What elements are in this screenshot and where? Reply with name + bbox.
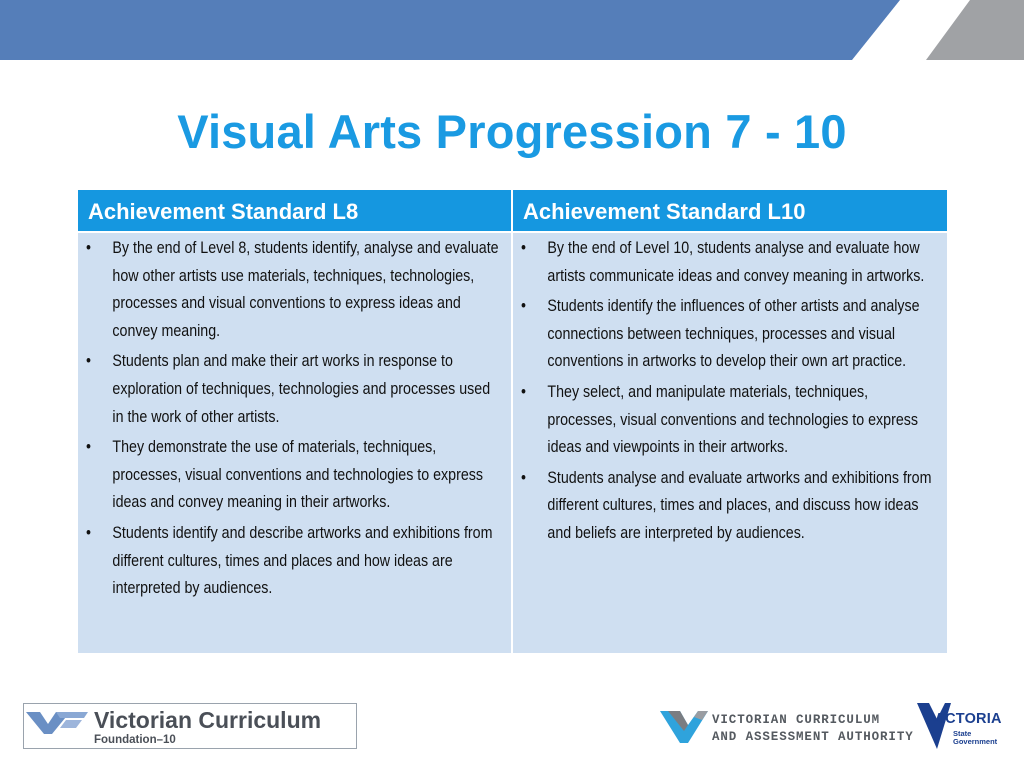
bullet-text: Students identify and describe artworks and exhibitions from different cultures, times and places and how ideas are interpreted by audiences.	[112, 523, 493, 598]
vic-logo-sub-government: Government	[953, 737, 998, 746]
bullet-icon: •	[86, 523, 91, 542]
vcaa-logo-line2: AND ASSESSMENT AUTHORITY	[712, 730, 914, 744]
vcaa-logo-line1: VICTORIAN CURRICULUM	[712, 713, 881, 727]
bullet-text: They demonstrate the use of materials, techniques, processes, visual conventions and technologies to express ideas and convey meaning in their artworks.	[112, 438, 483, 512]
banner-grey-band	[926, 0, 1024, 60]
vic-logo-word: VICTORIA	[931, 711, 1002, 727]
bullet-icon: •	[521, 297, 526, 316]
list-item	[521, 293, 937, 376]
list-item	[86, 434, 501, 517]
list-item	[86, 520, 501, 603]
list-item	[521, 235, 937, 290]
column-body	[78, 233, 511, 653]
bullet-text: By the end of Level 8, students identify, analyse and evaluate how other artists use materials, techniques, technologies, processes and visual conventions to express ideas and convey meaning.	[112, 239, 499, 340]
vc-chevron-icon	[26, 710, 90, 736]
bullet-icon: •	[521, 468, 526, 487]
vcaa-logo	[658, 703, 914, 747]
bullet-icon: •	[86, 239, 91, 257]
vc-logo-name: Victorian Curriculum	[94, 707, 322, 733]
page-title: Visual Arts Progression 7 - 10	[177, 105, 847, 158]
bullet-icon: •	[86, 352, 91, 371]
bullet-text: Students analyse and evaluate artworks and exhibitions from different cultures, times and places, and discuss how ideas and beliefs are interpreted by audiences.	[547, 468, 932, 542]
vcaa-v-icon	[658, 703, 712, 747]
column-level-8	[78, 190, 511, 653]
vic-logo-sub-state: State	[953, 729, 972, 738]
bullet-icon: •	[86, 438, 91, 457]
vc-logo-subtitle: Foundation–10	[94, 734, 176, 746]
list-item	[521, 379, 937, 462]
victorian-curriculum-logo	[23, 703, 357, 749]
vic-logo-subtitle	[953, 730, 997, 746]
achievement-standards-table	[78, 190, 947, 653]
bullet-text: By the end of Level 10, students analyse and evaluate how artists communicate ideas and convey meaning in artworks.	[547, 239, 925, 285]
bullet-list	[86, 235, 501, 603]
top-banner	[0, 0, 1024, 62]
victoria-government-logo	[917, 701, 1007, 751]
list-item	[521, 465, 937, 548]
bullet-text: They select, and manipulate materials, techniques, processes, visual conventions and technologies to express ideas and viewpoints in their artworks.	[547, 382, 918, 457]
column-header: Achievement Standard L10	[513, 190, 947, 231]
column-body	[513, 233, 947, 653]
column-header: Achievement Standard L8	[78, 190, 511, 231]
banner-blue-band	[0, 0, 900, 60]
bullet-icon: •	[521, 239, 526, 257]
bullet-text: Students plan and make their art works in response to exploration of techniques, technologies and processes used in the work of other artists.	[112, 352, 491, 426]
bullet-icon: •	[521, 382, 526, 401]
list-item	[86, 348, 501, 431]
bullet-text: Students identify the influences of other artists and analyse connections between techniques, processes and visual conventions in artworks to develop their own art practice.	[547, 297, 920, 371]
list-item	[86, 235, 501, 345]
column-level-10	[513, 190, 947, 653]
bullet-list	[521, 235, 937, 548]
